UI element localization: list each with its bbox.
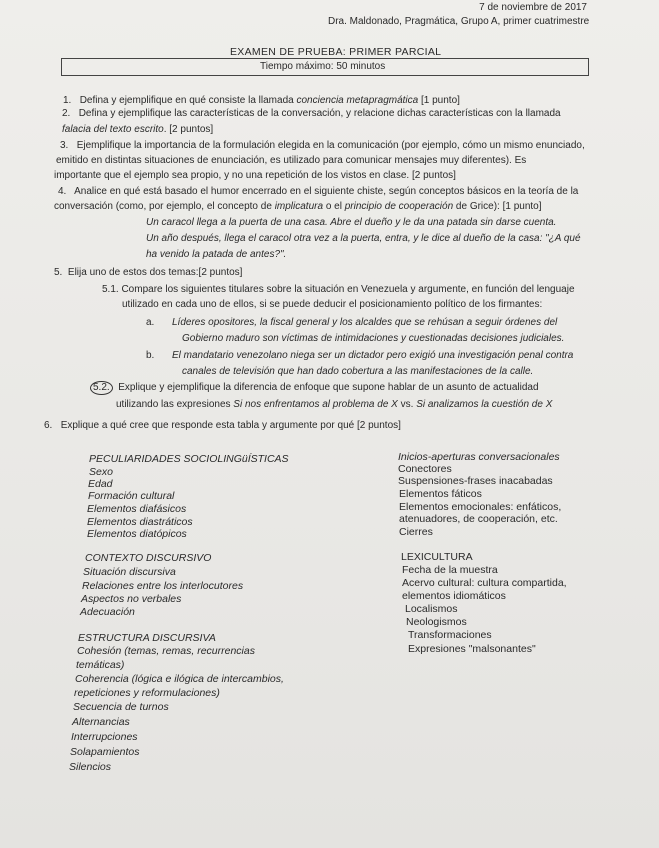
course-info: Dra. Maldonado, Pragmática, Grupo A, primer cuatrimestre bbox=[328, 16, 590, 27]
table-left-item: Interrupciones bbox=[71, 731, 138, 743]
exam-title: EXAMEN DE PRUEBA: PRIMER PARCIAL bbox=[230, 46, 442, 58]
question-text: utilizando las expresiones bbox=[116, 399, 234, 410]
exam-date: 7 de noviembre de 2017 bbox=[479, 2, 587, 13]
table-right-item: elementos idiomáticos bbox=[402, 590, 506, 602]
table-left-item: Silencios bbox=[69, 761, 112, 773]
question-term: Si nos enfrentamos al problema de X bbox=[233, 399, 398, 410]
table-right-item: Acervo cultural: cultura compartida, bbox=[402, 577, 567, 589]
question-text: conversación (como, por ejemplo, el concepto de bbox=[54, 201, 275, 212]
table-left-item: Alternancias bbox=[72, 716, 130, 728]
question-5 bbox=[54, 265, 242, 280]
table-right-item: atenuadores, de cooperación, etc. bbox=[399, 513, 558, 525]
question-points: de Grice): [1 punto] bbox=[453, 201, 542, 212]
question-3 bbox=[60, 138, 585, 153]
headline-b-label: b. bbox=[146, 350, 155, 361]
subquestion-5-1: 5.1. Compare los siguientes titulares sobre la situación en Venezuela y argumente, en función del lenguaje bbox=[102, 284, 575, 295]
table-left-item: Elementos diastráticos bbox=[87, 516, 193, 528]
question-number: 5. bbox=[54, 267, 63, 278]
subquestion-5-2 bbox=[90, 380, 539, 395]
table-left-item: Relaciones entre los interlocutores bbox=[82, 580, 244, 592]
question-term: principio de cooperación bbox=[344, 201, 454, 212]
table-right-item: Neologismos bbox=[406, 616, 467, 628]
subquestion-5-1-line-2: utilizado en cada uno de ellos, si se puede deducir el posicionamiento político de los firmantes: bbox=[122, 299, 543, 310]
question-text: Analice en qué está basado el humor encerrado en el siguiente chiste, según conceptos básicos en la teoría de la bbox=[74, 186, 579, 197]
question-number: 3. bbox=[60, 140, 69, 151]
question-number: 2. bbox=[62, 108, 71, 119]
question-term: falacia del texto escrito bbox=[62, 124, 164, 135]
table-left-item: Elementos diafásicos bbox=[87, 503, 187, 515]
question-number: 1. bbox=[63, 95, 72, 106]
question-text: vs. bbox=[397, 399, 417, 410]
table-left-heading-1: PECULIARIDADES SOCIOLINGüÍSTICAS bbox=[89, 453, 289, 465]
table-left-heading-2: CONTEXTO DISCURSIVO bbox=[85, 552, 212, 564]
table-left-item: Solapamientos bbox=[70, 746, 140, 758]
question-term: conciencia metapragmática bbox=[296, 95, 419, 106]
table-right-item: Localismos bbox=[405, 603, 458, 615]
question-text: Defina y ejemplifique las características de la conversación, y relacione dichas características con la llamada bbox=[78, 108, 561, 119]
table-left-item: Sexo bbox=[89, 466, 113, 478]
table-left-item: repeticiones y reformulaciones) bbox=[74, 687, 220, 699]
headline-a-label: a. bbox=[146, 317, 155, 328]
question-4 bbox=[58, 184, 578, 199]
question-text: Ejemplifique la importancia de la formulación elegida en la comunicación (por ejemplo, cómo un mismo enunciado, bbox=[76, 140, 585, 151]
table-left-item: Aspectos no verbales bbox=[81, 593, 182, 605]
table-right-item: Elementos fáticos bbox=[399, 488, 482, 500]
table-left-item: Adecuación bbox=[80, 606, 135, 618]
question-3-line-3: importante que el ejemplo sea propio, y no una repetición de los vistos en clase. [2 puntos] bbox=[54, 170, 456, 181]
table-left-item: Coherencia (lógica e ilógica de intercambios, bbox=[75, 673, 284, 685]
question-3-line-2: emitido en distintas situaciones de enunciación, es utilizado para comunicar mensajes muy diferentes). Es bbox=[56, 155, 527, 166]
question-points: [1 punto] bbox=[418, 95, 460, 106]
table-left-item: temáticas) bbox=[76, 659, 125, 671]
question-term: Si analizamos la cuestión de X bbox=[416, 399, 553, 410]
table-right-item: Conectores bbox=[398, 463, 452, 475]
question-2-line-2 bbox=[62, 122, 213, 137]
question-number: 4. bbox=[58, 186, 67, 197]
time-limit-box bbox=[61, 58, 589, 76]
question-4-line-2 bbox=[54, 199, 542, 214]
question-term: implicatura bbox=[274, 201, 324, 212]
joke-line-1: Un caracol llega a la puerta de una casa. Abre el dueño y le da una patada sin darse cuenta. bbox=[146, 217, 557, 228]
headline-b-line-1: El mandatario venezolano niega ser un dictador pero exigió una investigación penal contra bbox=[172, 350, 574, 361]
question-text: o el bbox=[323, 201, 345, 212]
table-right-item: Elementos emocionales: enfáticos, bbox=[399, 501, 562, 513]
table-right-item: Inicios-aperturas conversacionales bbox=[398, 451, 560, 463]
headline-a-line-1: Líderes opositores, la fiscal general y los alcaldes que se rehúsan a seguir órdenes del bbox=[172, 317, 558, 328]
table-right-item: Transformaciones bbox=[408, 629, 492, 641]
headline-a-line-2: Gobierno maduro son víctimas de intimidaciones y cuestionadas decisiones judiciales. bbox=[182, 333, 565, 344]
question-6 bbox=[44, 418, 401, 433]
table-left-item: Secuencia de turnos bbox=[73, 701, 169, 713]
question-points: . [2 puntos] bbox=[163, 124, 214, 135]
table-left-item: Formación cultural bbox=[88, 490, 175, 502]
question-text: Explique y ejemplifique la diferencia de enfoque que supone hablar de un asunto de actualidad bbox=[118, 382, 539, 393]
subquestion-5-2-line-2 bbox=[116, 397, 552, 412]
table-left-item: Cohesión (temas, remas, recurrencias bbox=[77, 645, 255, 657]
question-text: Explique a qué cree que responde esta tabla y argumente por qué [2 puntos] bbox=[60, 420, 401, 431]
table-left-heading-3: ESTRUCTURA DISCURSIVA bbox=[78, 632, 216, 644]
table-left-item: Situación discursiva bbox=[83, 566, 176, 578]
table-left-item: Edad bbox=[88, 478, 113, 490]
question-number: 6. bbox=[44, 420, 53, 431]
table-left-item: Elementos diatópicos bbox=[87, 528, 187, 540]
headline-b-line-2: canales de televisión que han dado cobertura a las manifestaciones de la calle. bbox=[182, 366, 534, 377]
table-right-item: Expresiones "malsonantes" bbox=[408, 643, 536, 655]
circled-choice-mark: 5.2. bbox=[90, 381, 113, 395]
table-right-item: Suspensiones-frases inacabadas bbox=[398, 475, 553, 487]
question-2 bbox=[62, 106, 561, 121]
question-text: Defina y ejemplifique en qué consiste la llamada bbox=[79, 95, 297, 106]
question-text: Elija uno de estos dos temas:[2 puntos] bbox=[67, 267, 243, 278]
joke-line-3: ha venido la patada de antes?". bbox=[146, 249, 287, 260]
joke-line-2: Un año después, llega el caracol otra vez a la puerta, entra, y le dice al dueño de la casa: "¿A qué bbox=[146, 233, 581, 244]
time-limit: Tiempo máximo: 50 minutos bbox=[260, 61, 386, 72]
table-right-item: Cierres bbox=[399, 526, 433, 538]
table-right-item: Fecha de la muestra bbox=[402, 564, 498, 576]
table-right-heading: LEXICULTURA bbox=[401, 551, 473, 563]
